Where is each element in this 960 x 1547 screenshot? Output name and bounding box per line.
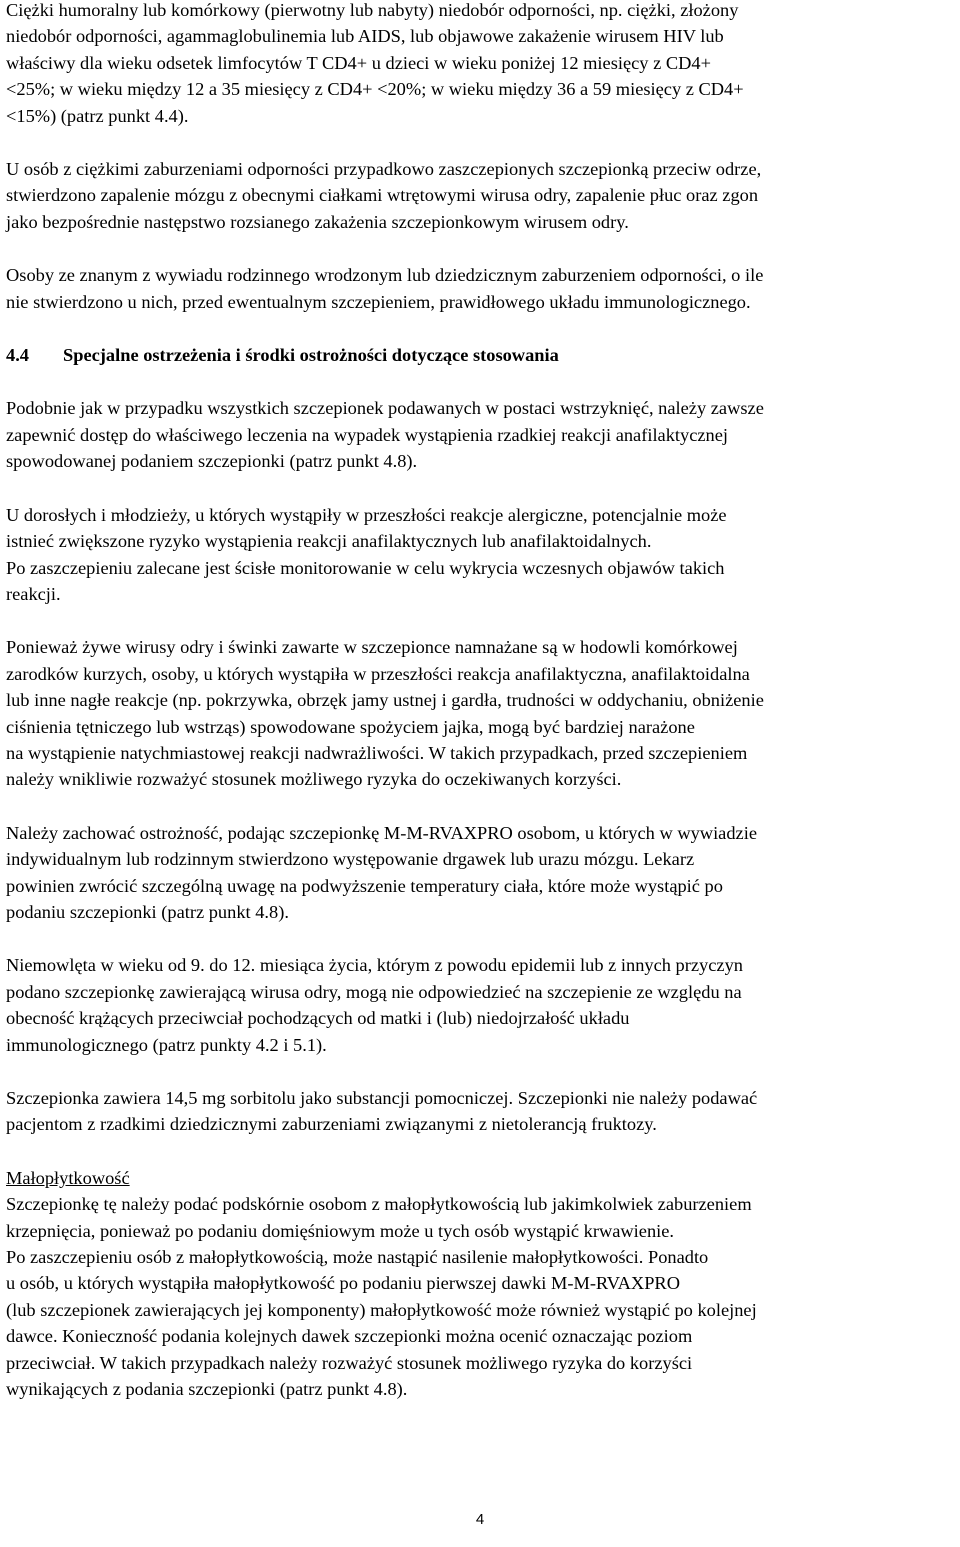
section-heading <box>6 342 956 368</box>
section-number: 4.4 <box>6 345 29 366</box>
paragraph-allergic-reactions: U dorosłych i młodzieży, u których wystąpiły w przeszłości reakcje alergiczne, potencjalnie może istnieć zwiększone ryzyko wystąpienia reakcji anafilaktycznych lub anafilaktoidalnych. Po zaszczepieniu zalecane jest ścisłe monitorowanie w celu wykrycia wczesnych objawów takich reakcji. <box>6 504 727 604</box>
subheading-thrombocytopenia: Małopłytkowość <box>6 1167 130 1188</box>
paragraph-sorbitol: Szczepionka zawiera 14,5 mg sorbitolu jako substancji pomocniczej. Szczepionki nie należy podawać pacjentom z rzadkimi dziedzicznymi zaburzeniami związanymi z nietolerancją fruktozy. <box>6 1088 758 1135</box>
document-page <box>6 0 956 1402</box>
section-title: Specjalne ostrzeżenia i środki ostrożności dotyczące stosowania <box>63 345 559 366</box>
paragraph-family-history: Osoby ze znanym z wywiadu rodzinnego wrodzonym lub dziedzicznym zaburzeniem odporności, o ile nie stwierdzono u nich, przed ewentualnym szczepieniem, prawidłowego układu immunologicznego. <box>6 265 764 312</box>
paragraph-egg-allergy: Ponieważ żywe wirusy odry i świnki zawarte w szczepionce namnażane są w hodowli komórkowej zarodków kurzych, osoby, u których wystąpiła w przeszłości reakcja anafilaktyczna, anafilaktoidalna lub inne nagłe reakcje (np. pokrzywka, obrzęk jamy ustnej i gardła, trudności w oddychaniu, obniżenie ciśnienia tętniczego lub wstrząs) spowodowane spożyciem jajka, mogą być bardziej narażone na wystąpienie natychmiastowej reakcji nadwrażliwości. W takich przypadkach, przed szczepieniem należy wnikliwie rozważyć stosunek możliwego ryzyka do oczekiwanych korzyści. <box>6 637 764 790</box>
paragraph-infants: Niemowlęta w wieku od 9. do 12. miesiąca życia, którym z powodu epidemii lub z innych przyczyn podano szczepionkę zawierającą wirusa odry, mogą nie odpowiedzieć na szczepienie ze względu na obecność krążących przeciwciał pochodzących od matki i (lub) niedojrzałość układu immunologicznego (patrz punkty 4.2 i 5.1). <box>6 955 743 1055</box>
paragraph-immunodeficiency-criteria: Ciężki humoralny lub komórkowy (pierwotny lub nabyty) niedobór odporności, np. ciężki, złożony niedobór odporności, agammaglobulinemia lub AIDS, lub objawowe zakażenie wirusem HIV lub właściwy dla wieku odsetek limfocytów T CD4+ u dzieci w wieku poniżej 12 miesięcy z CD4+ <25%; w wieku między 12 a 35 miesięcy z CD4+ <20%; w wieku między 36 a 59 miesięcy z CD4+ <15%) (patrz punkt 4.4). <box>6 0 744 126</box>
paragraph-anaphylaxis-treatment: Podobnie jak w przypadku wszystkich szczepionek podawanych w postaci wstrzyknięć, należy zawsze zapewnić dostęp do właściwego leczenia na wypadek wystąpienia rzadkiej reakcji anafilaktycznej spowodowanej podaniem szczepionki (patrz punkt 4.8). <box>6 398 764 472</box>
paragraph-measles-encephalitis: U osób z ciężkimi zaburzeniami odporności przypadkowo zaszczepionych szczepionką przeciw odrze, stwierdzono zapalenie mózgu z obecnymi ciałkami wtrętowymi wirusa odry, zapalenie płuc oraz zgon jako bezpośrednie następstwo rozsianego zakażenia szczepionkowym wirusem odry. <box>6 159 762 232</box>
page-number: 4 <box>475 1511 485 1528</box>
paragraph-thrombocytopenia: Szczepionkę tę należy podać podskórnie osobom z małopłytkowością lub jakimkolwiek zaburzeniem krzepnięcia, ponieważ po podaniu domięśniowym może u tych osób wystąpić krwawienie. Po zaszczepieniu osób z małopłytkowością, może nastąpić nasilenie małopłytkowości. Ponadto u osób, u których wystąpiła małopłytkowość po podaniu pierwszej dawki M-M-RVAXPRO (lub szczepionek zawierających jej komponenty) małopłytkowość może również wystąpić po kolejnej dawce. Konieczność podania kolejnych dawek szczepionki można ocenić oznaczając poziom przeciwciał. W takich przypadkach należy rozważyć stosunek możliwego ryzyka do korzyści wynikających z podania szczepionki (patrz punkt 4.8). <box>6 1194 757 1400</box>
paragraph-seizures: Należy zachować ostrożność, podając szczepionkę M-M-RVAXPRO osobom, u których w wywiadzie indywidualnym lub rodzinnym stwierdzono występowanie drgawek lub urazu mózgu. Lekarz powinien zwrócić szczególną uwagę na podwyższenie temperatury ciała, które może wystąpić po podaniu szczepionki (patrz punkt 4.8). <box>6 822 757 922</box>
